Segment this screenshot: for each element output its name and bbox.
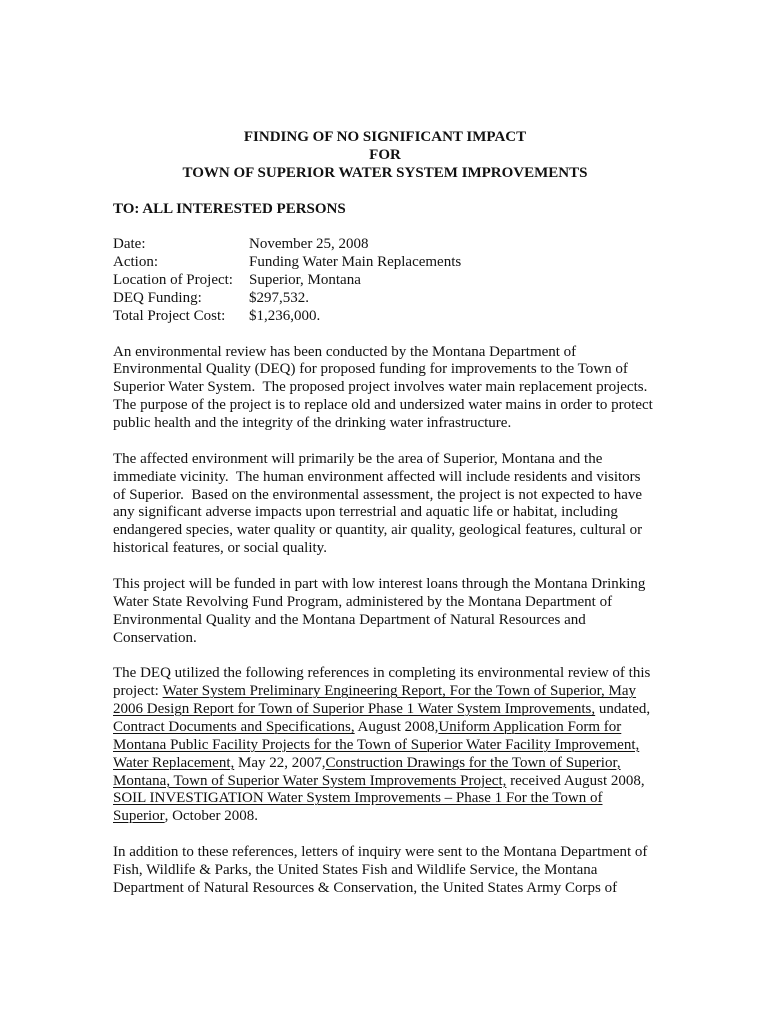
reference-title: Water System Preliminary Engineering Report, For the Town of Superior, May [162, 683, 637, 700]
paragraph-line: endangered species, water quality or quantity, air quality, geological features, cultural or [113, 522, 643, 539]
reference-title: Construction Drawings for the Town of Superior, [325, 754, 621, 771]
detail-label: Location of Project: [113, 272, 233, 288]
paragraph-line: Environmental Quality (DEQ) for proposed funding for improvements to the Town of [113, 361, 628, 378]
title-line: FINDING OF NO SIGNIFICANT IMPACT [243, 129, 527, 145]
paragraph-line: Conservation. [113, 629, 197, 646]
paragraph-line: Fish, Wildlife & Parks, the United States Fish and Wildlife Service, the Montana [113, 861, 598, 878]
detail-label: Total Project Cost: [113, 307, 226, 324]
reference-title: Water Replacement, [113, 754, 235, 771]
paragraph-line [113, 737, 657, 755]
detail-value: November 25, 2008 [249, 236, 369, 253]
addressee-heading: TO: ALL INTERESTED PERSONS [113, 200, 346, 217]
paragraph-line [113, 808, 657, 826]
detail-value: $1,236,000. [249, 307, 321, 324]
reference-text: May 22, 2007, [234, 754, 326, 771]
reference-title: Montana, Town of Superior Water System Improvements Project, [113, 772, 507, 789]
paragraph-line [113, 755, 657, 773]
paragraph-line: This project will be funded in part with low interest loans through the Montana Drinking [113, 575, 646, 592]
reference-text: undated, [595, 701, 651, 717]
paragraph-environment [113, 451, 657, 558]
paragraph-review [113, 344, 657, 433]
reference-title: 2006 Design Report for Town of Superior Phase 1 Water System Improvements, [113, 701, 596, 717]
paragraph-references [113, 665, 657, 826]
reference-text: The DEQ utilized the following references in completing its environmental review of this [113, 665, 651, 682]
paragraph-line: Department of Natural Resources & Conservation, the United States Army Corps of [113, 879, 618, 896]
reference-text: , October 2008. [164, 808, 258, 825]
detail-row-deq-funding [113, 290, 657, 308]
detail-value: Superior, Montana [249, 272, 361, 288]
detail-value: $297,532. [249, 289, 309, 306]
paragraph-funding [113, 576, 657, 648]
paragraph-line: The affected environment will primarily be the area of Superior, Montana and the [113, 450, 603, 467]
paragraph-line [113, 773, 657, 791]
paragraph-line: public health and the integrity of the drinking water infrastructure. [113, 415, 512, 431]
reference-text: project: [113, 683, 163, 700]
reference-title: Superior [113, 808, 165, 825]
paragraph-inquiry [113, 844, 657, 898]
title-line: TOWN OF SUPERIOR WATER SYSTEM IMPROVEMENTS [182, 164, 588, 181]
detail-row-total-cost [113, 308, 657, 326]
paragraph-line [113, 665, 657, 683]
paragraph-line: Water State Revolving Fund Program, administered by the Montana Department of [113, 593, 613, 610]
document-body [113, 129, 657, 898]
paragraph-line: Superior Water System. The proposed project involves water main replacement projects. [113, 379, 648, 396]
paragraph-line: Environmental Quality and the Montana Department of Natural Resources and [113, 611, 586, 628]
paragraph-line [113, 683, 657, 701]
reference-title: Contract Documents and Specifications, [113, 718, 355, 735]
project-details [113, 236, 657, 325]
reference-text: received August 2008, [506, 772, 645, 789]
reference-title: Montana Public Facility Projects for the Town of Superior Water Facility Improvement, [113, 736, 640, 753]
reference-title: Uniform Application Form for [438, 718, 622, 735]
detail-row-action [113, 254, 657, 272]
detail-label: Action: [113, 254, 158, 271]
reference-title: SOIL INVESTIGATION Water System Improvements – Phase 1 For the Town of [113, 790, 603, 807]
title-line: FOR [369, 146, 401, 163]
paragraph-line: The purpose of the project is to replace old and undersized water mains in order to protect [113, 397, 653, 414]
paragraph-line: historical features, or social quality. [113, 540, 327, 557]
detail-label: DEQ Funding: [113, 289, 202, 306]
reference-text: August 2008, [354, 718, 439, 735]
paragraph-line [113, 701, 657, 719]
paragraph-line: An environmental review has been conducted by the Montana Department of [113, 343, 577, 360]
detail-label: Date: [113, 236, 146, 253]
document-title [113, 129, 657, 183]
detail-row-date [113, 236, 657, 254]
detail-row-location [113, 272, 657, 290]
paragraph-line [113, 719, 657, 737]
paragraph-line: of Superior. Based on the environmental assessment, the project is not expected to have [113, 486, 643, 503]
detail-value: Funding Water Main Replacements [249, 254, 462, 271]
paragraph-line [113, 790, 657, 808]
paragraph-line: immediate vicinity. The human environment affected will include residents and visitors [113, 468, 641, 485]
paragraph-line: any significant adverse impacts upon terrestrial and aquatic life or habitat, including [113, 504, 618, 521]
paragraph-line: In addition to these references, letters of inquiry were sent to the Montana Department of [113, 844, 648, 860]
